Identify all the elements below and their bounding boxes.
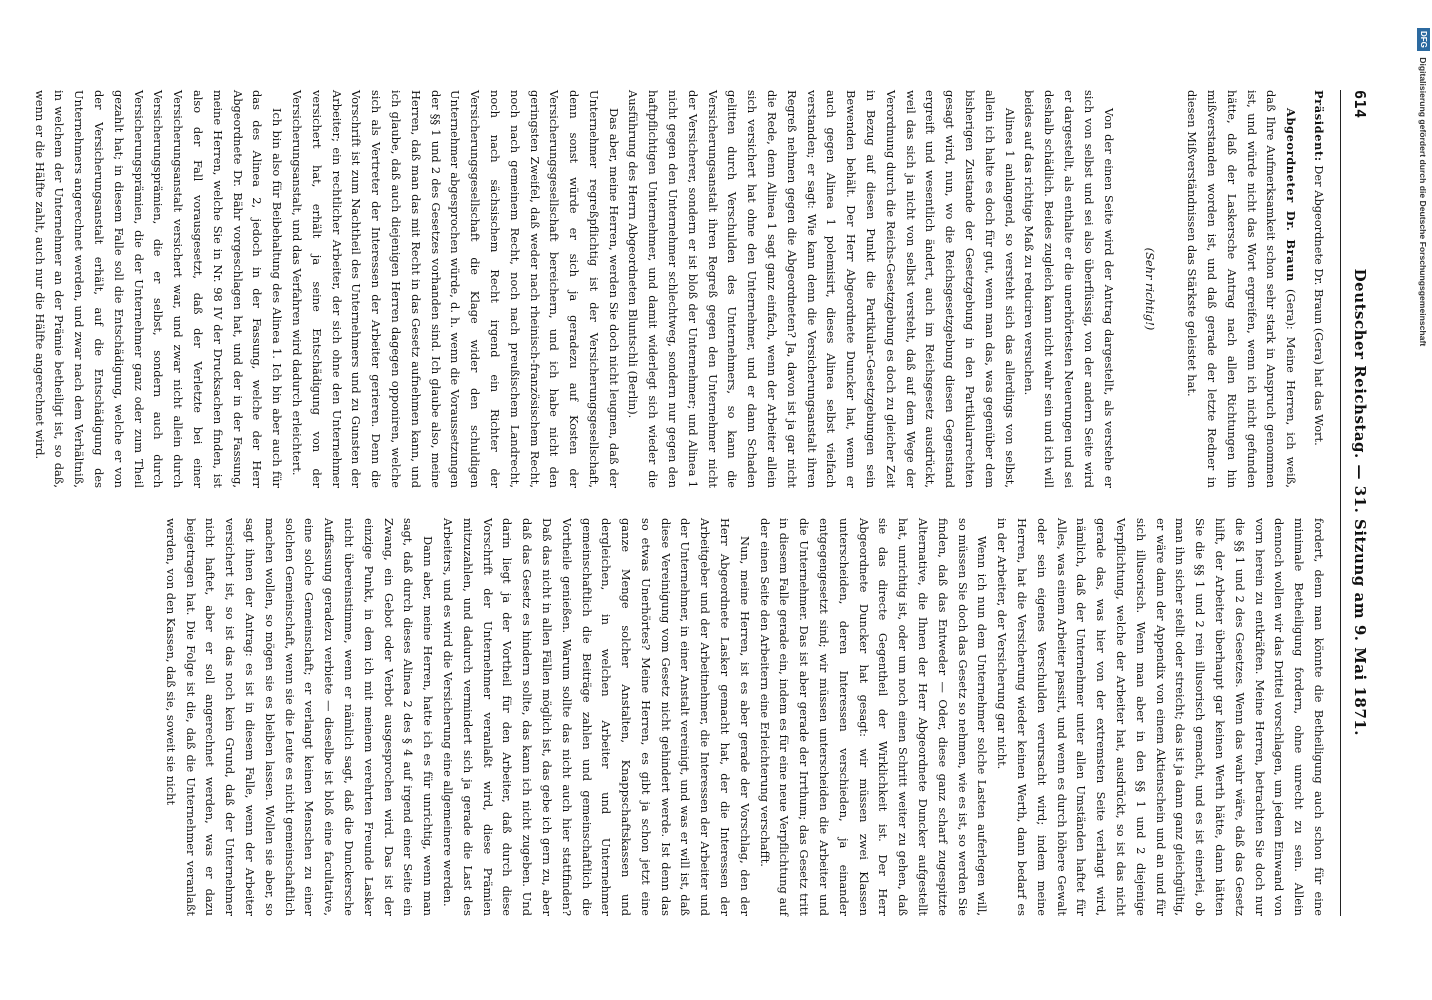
dfg-logo: DFG <box>1417 28 1430 51</box>
paragraph-4: Alinea 1 anlangend, so versteht sich das allerdings von selbst, allein ich halte es doch für gut, wenn man das, was gegenüber dem bisherigen Zustande der Gesetzgebung in den Partikularrechten gesagt wird, nun, wo die Reichsgesetzgebung diesen Gegenstand ergreift und wesentlich ändert, auch im Reichsgesetz ausdrückt, weil das sich ja nicht von selbst versteht, daß auf dem Wege der Verordnung durch die Reichs-Gesetzgebung es doch zu gleicher Zeit in Bezug auf diesen Punkt die Partikular-Gesetzgebungen sein Bewenden behält. Der Herr Abgeordnete Duncker hat, wenn er auch gegen Alinea 1 polemisirt, dieses Alinea selbst vielfach verstanden; er sagt: Wie kann denn die Versicherungsanstalt ihren Regreß nehmen gegen die Abgeordneten? Ja, davon ist ja gar nicht die Rede, denn Alinea 1 sagt ganz einfach, wenn der Arbeiter allein sich versichert hat ohne den Unternehmer, und er dann Schaden gelitten durch Verschulden des Unternehmers, so kann die Versicherungsanstalt ihren Regreß gegen den Unternehmer nicht der Versicherer, sondern er ist bloß der Unternehmer; und Alinea 1 nicht gegen den Unternehmer schlechtweg, sondern nur gegen den haftpflichtigen Unternehmer, und damit widerlegt sich wieder die Ausführung des Herrn Abgeordneten Bluntschli (Berlin). <box>626 90 1017 488</box>
digitization-note: Digitalisierung gefördert durch die Deutsche Forschungsgemeinschaft <box>1418 57 1428 347</box>
paragraph-5: Das aber, meine Herren, werden Sie doch nicht leugnen, daß der Unternehmer regreßpflichtig ist der Versicherungsgesellschaft, denn sonst würde er sich ja geradezu auf Kosten der Versicherungsgesellschaft bereichern, und ich habe nicht den geringsten Zweifel, daß weder nach rheinisch-französischem Recht, noch nach gemeinem Recht, noch nach preußischem Landrecht, noch nach sächsischem Recht irgend ein Richter der Versicherungsgesellschaft die Klage wider den schuldigen Unternehmer abgesprochen würde, d. h. wenn die Voraussetzungen der §§ 1 und 2 des Gesetzes vorhanden sind. Ich glaube also, meine Herren, daß man das mit Recht in das Gesetz aufnehmen kann, und ich glaube, daß auch diejenigen Herren dagegen opponiren, welche sich als Vertreter der Interessen der Arbeiter gerieren. Denn die Vorschrift ist zum Nachtheil des Unternehmers und zu Gunsten der Arbeiter; ein rechtlicher Arbeiter, der sich ohne den Unternehmer versichert hat, erhält ja seine Entschädigung von der Versicherungsanstalt, und das Verfahren wird dadurch erleichtert. <box>289 90 621 488</box>
digitization-credit <box>1417 28 1430 346</box>
spacer <box>1300 90 1308 488</box>
text-columns <box>32 90 1328 916</box>
right-paragraph-4: Dann aber, meine Herren, hatte ich es für unrichtig, wenn man sagt, daß durch dieses Alinea 2 des § 4 auf irgend einer Seite ein Zwang, ein Gebot oder Verbot ausgesprochen wird. Das ist der einzige Punkt, in dem ich mit meinem verehrten Freunde Lasker nicht übereinstimme, wenn er nämlich sagt, daß die Dunckersche Auffassung geradezu verbiete — dieselbe ist bloß eine facultative, eine solche Gemeinschaft; er verlangt keinen Menschen zu einer solchen Gemeinschaft, wenn sie die Leute es nicht gemeinschaftlich machen wollen, so mögen sie es bleiben lassen. Wollen sie aber, so sagt ihnen der Antrag: es ist in diesem Falle, wenn der Arbeiter versichert ist, so ist das noch kein Grund, daß der Unternehmer nicht haftet, aber er soll angerechnet werden, was er dazu beigetragen hat. Die Folge ist die, daß die Unternehmer veranlaßt werden, von den Kassen, daß sie, soweit sie nicht <box>163 518 436 916</box>
right-column <box>98 518 1328 916</box>
speaker-braun: Abgeordneter Dr. Braun <box>1284 108 1299 282</box>
braun-text: (Gera): Meine Herren, ich weiß, daß Ihre Aufmerksamkeit schon sehr stark in Anspruch genommen ist, und würde nicht das Wort ergreifen, wenn ich nicht gefunden hätte, daß der Laskersche Antrag nach allen Richtungen hin mißverstanden worden ist, und daß gerade der letzte Redner in diesen Mißverständnissen das Stärkste geleistet hat. <box>1185 90 1299 488</box>
president-paragraph <box>1308 90 1328 488</box>
running-title: Deutscher Reichstag. — 31. Sitzung am 9. Mai 1871. <box>1351 268 1369 736</box>
right-paragraph-1: fordert, denn man könnte die Betheiligung auch schon für eine minimale Betheiligung fordern, ohne unrecht zu sein. Allein dennoch wollen wir das Drittel vorschlagen, um jedem Einwand von vorn herein zu entkräften. Meine Herren, betrachten Sie doch nur die §§ 1 und 2 des Gesetzes. Wenn das wahr wäre, daß das Gesetz hilft, der Arbeiter überhaupt gar keinen Werth hätte, dann hätten Sie die §§ 1 und 2 rein illusorisch gemacht, und es ist einerlei, ob man ihn sicher stellt oder streicht; das ist ja dann ganz gleichgültig, er wäre dann der Appendix von einem Aktienschein und an und für sich illusorisch. Wenn man aber in den §§ 1 und 2 diejenige Verpflichtung, welche der Arbeiter hat, ausdrückt, so ist das nicht gerade das, was hier von der extremsten Seite verlangt wird, nämlich, daß der Unternehmer unter allen Umständen haftet für Alles, was einem Arbeiter passirt, und wenn es durch höhere Gewalt oder sein eigenes Verschulden verursacht wird; indem meine Herren, hat die Versicherung wieder keinen Werth, dann bedarf es in der Arbeiter, der Versicherung gar nicht. <box>995 518 1326 916</box>
paragraph-6: Ich bin also für Beibehaltung des Alinea 1. Ich bin aber auch für das des Alinea 2, jedoch in der Fassung, welche der Herr Abgeordnete Dr. Bähr vorgeschlagen hat, und der in der Fassung, meine Herren, welche Sie in Nr. 98 IV der Drucksachen finden, ist also der Fall vorausgesetzt, daß der Verletzte bei einer Versicherungsanstalt versichert war, und zwar nicht allein durch Versicherungsprämien, die er selbst, sondern auch durch Versicherungsprämien, die der Unternehmer ganz oder zum Theil gezahlt hat; in diesem Falle soll die Entschädigung, welche er von der Versicherungsanstalt erhält, auf die Entschädigung des Unternehmers angerechnet werden, und zwar nach dem Verhältniß, in welchem der Unternehmer an der Prämie betheiligt ist, so daß, wenn er die Hälfte zahlt, auch nur die Hälfte angerechnet wird. <box>32 90 285 488</box>
page-header <box>1340 90 1369 916</box>
paragraph-3: Von der einen Seite wird der Antrag dargestellt, als verstehe er sich von selbst und sei also überflüssig, von der andern Seite wird er dargestellt, als enthalte er die unerhörtesten Neuerungen und sei deshalb schädlich. Beides zugleich kann nicht wahr sein und ich will beides auf das richtige Maß zu reduciren versuchen. <box>1022 90 1116 488</box>
president-text: Der Abgeordnete Dr. Braun (Gera) hat das Wort. <box>1312 161 1326 446</box>
right-paragraph-3: Nun, meine Herren, ist es aber gerade der Vorschlag, den der Herr Abgeordnete Lasker gemacht hat, der die Interessen der Arbeitgeber und der Arbeitnehmer, die Interessen der Arbeiter und der Unternehmer, in einer Anstalt vereinigt, und was er will ist, daß diese Vereinigung vom Gesetz nicht gehindert werde. Ist denn das so etwas Unerhörtes? Meine Herren, es gibt ja schon jetzt eine ganze Menge solcher Anstalten, Knappschaftskassen und dergleichen, in welchen Arbeiter und Unternehmer gemeinschaftlich die Beiträge zahlen und gemeinschaftlich die Vortheile genießen. Warum sollte das nicht auch hier stattfinden? Daß das nicht in allen Fällen möglich ist, das gebe ich gern zu, aber daß das Gesetz es hindern sollte, das kann ich nicht zugeben. Und darin liegt ja der Vortheil für den Arbeiter, daß durch diese Vorschrift der Unternehmer veranlaßt wird, diese Prämien mitzuzahlen, und dadurch vermindert sich ja gerade die Last des Arbeiters, und es wird die Versicherung eine allgemeinere werden. <box>440 518 752 916</box>
speaker-president: Präsident: <box>1312 90 1326 162</box>
interjection: (Sehr richtig!) <box>1143 247 1158 331</box>
braun-paragraph <box>1181 90 1300 488</box>
right-paragraph-2: Wenn ich nun dem Unternehmer solche Lasten auferlegen will, so müssen Sie doch das Gesetz so nehmen, wie es ist, so werden Sie finden, daß das Entweder — Oder, diese ganz scharf zugespitzte Alternative, die Ihnen der Herr Abgeordnete Duncker aufgestellt hat, unrichtig ist, oder um noch einen Schritt weiter zu gehen, daß sie das directe Gegentheil der Wirklichkeit ist. Der Herr Abgeordnete Duncker hat gesagt: wir müssen zwei Klassen unterscheiden, deren Interessen verschieden, ja einander entgegengesetzt sind; wir müssen unterscheiden die Arbeiter und die Unternehmer. Das ist aber gerade der Irrthum; das Gesetz tritt in diesem Falle gerade ein, indem es für eine neue Verpflichtung auf der einen Seite den Arbeitern eine Erleichterung verschafft. <box>757 518 990 916</box>
page-number: 614 <box>1351 90 1369 119</box>
scanned-page <box>31 20 1401 980</box>
left-column <box>32 90 1328 488</box>
